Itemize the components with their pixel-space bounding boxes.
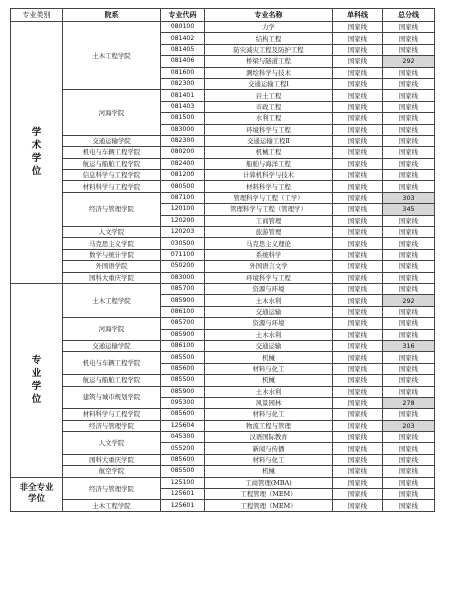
major-name-cell: 机械 [205,375,333,386]
major-code-cell: 081500 [161,113,205,124]
single-line-cell: 国家线 [333,22,383,33]
major-code-cell: 050200 [161,261,205,272]
major-name-cell: 工商管理 [205,215,333,226]
single-line-cell: 国家线 [333,477,383,488]
table-row [11,22,435,33]
major-code-cell: 095300 [161,397,205,408]
total-line-cell: 国家线 [383,329,435,340]
major-name-cell: 机械工程 [205,147,333,158]
major-name-cell: 管理科学与工程（管理学） [205,204,333,215]
single-line-cell: 国家线 [333,306,383,317]
single-line-cell: 国家线 [333,78,383,89]
major-name-cell: 船舶与海洋工程 [205,158,333,169]
total-line-cell: 国家线 [383,363,435,374]
single-line-cell: 国家线 [333,283,383,294]
table-row [11,147,435,158]
major-name-cell: 外国语言文学 [205,261,333,272]
header-college: 院系 [63,9,161,22]
major-code-cell: 083000 [161,272,205,283]
table-body [11,22,435,512]
single-line-cell: 国家线 [333,329,383,340]
single-line-cell: 国家线 [333,397,383,408]
category-cell [11,477,63,511]
college-cell: 机电与车辆工程学院 [63,147,161,158]
single-line-cell: 国家线 [333,466,383,477]
category-cell [11,22,63,284]
major-code-cell: 087100 [161,192,205,203]
total-line-cell: 国家线 [383,318,435,329]
college-cell: 土木工程学院 [63,500,161,511]
major-code-cell: 045300 [161,432,205,443]
major-name-cell: 市政工程 [205,101,333,112]
single-line-cell: 国家线 [333,44,383,55]
single-line-cell: 国家线 [333,56,383,67]
single-line-cell: 国家线 [333,124,383,135]
single-line-cell: 国家线 [333,318,383,329]
college-cell: 国科大重庆学院 [63,454,161,465]
table-row [11,375,435,386]
college-cell: 航运与船舶工程学院 [63,158,161,169]
total-line-cell: 国家线 [383,500,435,511]
college-cell: 信息科学与工程学院 [63,170,161,181]
major-code-cell: 085600 [161,454,205,465]
single-line-cell: 国家线 [333,295,383,306]
total-line-cell: 国家线 [383,352,435,363]
category-cell [11,283,63,477]
total-line-cell: 316 [383,340,435,351]
college-cell: 土木工程学院 [63,22,161,90]
table-row [11,192,435,203]
major-code-cell: 085500 [161,352,205,363]
single-line-cell: 国家线 [333,170,383,181]
major-code-cell: 082300 [161,135,205,146]
single-line-cell: 国家线 [333,363,383,374]
major-name-cell: 土木水利 [205,295,333,306]
single-line-cell: 国家线 [333,227,383,238]
single-line-cell: 国家线 [333,454,383,465]
table-row [11,318,435,329]
table-row [11,181,435,192]
college-cell: 材料科学与工程学院 [63,181,161,192]
major-code-cell: 082400 [161,158,205,169]
college-cell: 人文学院 [63,227,161,238]
single-line-cell: 国家线 [333,238,383,249]
category-label: 学术学位 [31,127,42,178]
total-line-cell: 国家线 [383,22,435,33]
major-name-cell: 环境科学与工程 [205,272,333,283]
table-row [11,283,435,294]
table-row [11,135,435,146]
total-line-cell: 国家线 [383,272,435,283]
single-line-cell: 国家线 [333,90,383,101]
major-code-cell: 125601 [161,489,205,500]
major-name-cell: 交通运输 [205,340,333,351]
score-table [10,8,435,512]
major-code-cell: 081405 [161,44,205,55]
table-row [11,158,435,169]
major-name-cell: 汉语国际教育 [205,432,333,443]
table-row [11,477,435,488]
major-code-cell: 085900 [161,329,205,340]
single-line-cell: 国家线 [333,375,383,386]
table-row [11,454,435,465]
college-cell: 航空学院 [63,466,161,477]
category-label: 非全专业学位 [19,483,54,505]
single-line-cell: 国家线 [333,67,383,78]
total-line-cell: 国家线 [383,215,435,226]
college-cell: 交通运输学院 [63,340,161,351]
table-row [11,420,435,431]
total-line-cell: 国家线 [383,466,435,477]
major-code-cell: 120203 [161,227,205,238]
total-line-cell: 国家线 [383,113,435,124]
single-line-cell: 国家线 [333,261,383,272]
major-name-cell: 桥梁与隧道工程 [205,56,333,67]
college-cell: 河海学院 [63,318,161,341]
college-cell: 土木工程学院 [63,283,161,317]
total-line-cell: 国家线 [383,101,435,112]
college-cell: 材料科学与工程学院 [63,409,161,420]
college-cell: 经济与管理学院 [63,192,161,226]
table-row [11,500,435,511]
single-line-cell: 国家线 [333,352,383,363]
single-line-cell: 国家线 [333,340,383,351]
major-name-cell: 计算机科学与技术 [205,170,333,181]
total-line-cell: 国家线 [383,386,435,397]
major-code-cell: 055200 [161,443,205,454]
major-code-cell: 085700 [161,283,205,294]
major-name-cell: 机械 [205,352,333,363]
major-name-cell: 马克思主义理论 [205,238,333,249]
major-name-cell: 材料科学与工程 [205,181,333,192]
single-line-cell: 国家线 [333,432,383,443]
major-name-cell: 物流工程与管理 [205,420,333,431]
single-line-cell: 国家线 [333,158,383,169]
category-label: 专业学位 [31,355,42,406]
table-row [11,170,435,181]
header-single-subject-line: 单科线 [333,9,383,22]
major-code-cell: 081406 [161,56,205,67]
major-code-cell: 081600 [161,67,205,78]
total-line-cell: 国家线 [383,238,435,249]
total-line-cell: 国家线 [383,409,435,420]
total-line-cell: 国家线 [383,283,435,294]
table-row [11,90,435,101]
total-line-cell: 国家线 [383,90,435,101]
total-line-cell: 国家线 [383,170,435,181]
total-line-cell: 国家线 [383,44,435,55]
table-row [11,272,435,283]
single-line-cell: 国家线 [333,409,383,420]
single-line-cell: 国家线 [333,135,383,146]
major-name-cell: 资源与环境 [205,283,333,294]
major-name-cell: 交通运输 [205,306,333,317]
single-line-cell: 国家线 [333,386,383,397]
major-code-cell: 125604 [161,420,205,431]
table-row [11,432,435,443]
total-line-cell: 国家线 [383,454,435,465]
major-code-cell: 120200 [161,215,205,226]
college-cell: 国科大重庆学院 [63,272,161,283]
total-line-cell: 国家线 [383,443,435,454]
header-row [11,9,435,22]
college-cell: 马克思主义学院 [63,238,161,249]
major-name-cell: 土木水利 [205,386,333,397]
major-code-cell: 080200 [161,147,205,158]
table-row [11,466,435,477]
single-line-cell: 国家线 [333,147,383,158]
major-name-cell: 防灾减灾工程及防护工程 [205,44,333,55]
table-row [11,249,435,260]
single-line-cell: 国家线 [333,249,383,260]
header-total-score-line: 总分线 [383,9,435,22]
total-line-cell: 国家线 [383,306,435,317]
major-code-cell: 125100 [161,477,205,488]
major-code-cell: 086100 [161,306,205,317]
total-line-cell: 国家线 [383,249,435,260]
major-code-cell: 085900 [161,295,205,306]
major-name-cell: 工程管理（MEM） [205,500,333,511]
total-line-cell: 国家线 [383,375,435,386]
major-name-cell: 结构工程 [205,33,333,44]
single-line-cell: 国家线 [333,192,383,203]
major-name-cell: 岩土工程 [205,90,333,101]
table-row [11,386,435,397]
college-cell: 外国语学院 [63,261,161,272]
total-line-cell: 国家线 [383,227,435,238]
single-line-cell: 国家线 [333,33,383,44]
total-line-cell: 345 [383,204,435,215]
total-line-cell: 国家线 [383,67,435,78]
total-line-cell: 国家线 [383,158,435,169]
major-code-cell: 080100 [161,22,205,33]
single-line-cell: 国家线 [333,101,383,112]
major-name-cell: 资源与环境 [205,318,333,329]
major-code-cell: 085600 [161,409,205,420]
major-name-cell: 管理科学与工程（工学） [205,192,333,203]
major-name-cell: 机械 [205,466,333,477]
major-code-cell: 120100 [161,204,205,215]
major-name-cell: 交通运输工程Ⅱ [205,135,333,146]
major-name-cell: 水利工程 [205,113,333,124]
major-code-cell: 085900 [161,386,205,397]
college-cell: 人文学院 [63,432,161,455]
total-line-cell: 国家线 [383,181,435,192]
major-name-cell: 工程管理（MEM） [205,489,333,500]
college-cell: 河海学院 [63,90,161,136]
major-code-cell: 081403 [161,101,205,112]
major-name-cell: 力学 [205,22,333,33]
total-line-cell: 国家线 [383,78,435,89]
single-line-cell: 国家线 [333,489,383,500]
single-line-cell: 国家线 [333,500,383,511]
major-name-cell: 环境科学与工程 [205,124,333,135]
single-line-cell: 国家线 [333,204,383,215]
major-code-cell: 085500 [161,375,205,386]
college-cell: 建筑与城市规划学院 [63,386,161,409]
major-name-cell: 材料与化工 [205,363,333,374]
major-code-cell: 085700 [161,318,205,329]
major-name-cell: 工商管理(MBA) [205,477,333,488]
major-name-cell: 测绘科学与技术 [205,67,333,78]
single-line-cell: 国家线 [333,272,383,283]
major-name-cell: 新闻与传播 [205,443,333,454]
header-code: 专业代码 [161,9,205,22]
total-line-cell: 国家线 [383,477,435,488]
college-cell: 航运与船舶工程学院 [63,375,161,386]
major-code-cell: 125601 [161,500,205,511]
major-code-cell: 085500 [161,466,205,477]
total-line-cell: 292 [383,295,435,306]
total-line-cell: 国家线 [383,489,435,500]
major-code-cell: 082300 [161,78,205,89]
major-name-cell: 土木水利 [205,329,333,340]
total-line-cell: 国家线 [383,135,435,146]
total-line-cell: 278 [383,397,435,408]
college-cell: 机电与车辆工程学院 [63,352,161,375]
total-line-cell: 303 [383,192,435,203]
total-line-cell: 国家线 [383,147,435,158]
header-category: 专业类别 [11,9,63,22]
table-row [11,227,435,238]
total-line-cell: 国家线 [383,261,435,272]
major-name-cell: 系统科学 [205,249,333,260]
major-code-cell: 085600 [161,363,205,374]
major-code-cell: 080500 [161,181,205,192]
major-name-cell: 旅游管理 [205,227,333,238]
total-line-cell: 国家线 [383,124,435,135]
college-cell: 经济与管理学院 [63,420,161,431]
score-table-container [10,8,434,512]
table-row [11,409,435,420]
college-cell: 交通运输学院 [63,135,161,146]
single-line-cell: 国家线 [333,215,383,226]
single-line-cell: 国家线 [333,113,383,124]
single-line-cell: 国家线 [333,420,383,431]
table-row [11,238,435,249]
total-line-cell: 203 [383,420,435,431]
major-code-cell: 030500 [161,238,205,249]
major-name-cell: 风景园林 [205,397,333,408]
table-row [11,352,435,363]
major-code-cell: 081401 [161,90,205,101]
total-line-cell: 国家线 [383,432,435,443]
major-name-cell: 材料与化工 [205,454,333,465]
major-name-cell: 材料与化工 [205,409,333,420]
major-name-cell: 交通运输工程Ⅰ [205,78,333,89]
total-line-cell: 国家线 [383,33,435,44]
major-code-cell: 083000 [161,124,205,135]
major-code-cell: 081200 [161,170,205,181]
major-code-cell: 081402 [161,33,205,44]
table-row [11,340,435,351]
total-line-cell: 292 [383,56,435,67]
header-major-name: 专业名称 [205,9,333,22]
major-code-cell: 086100 [161,340,205,351]
major-code-cell: 071100 [161,249,205,260]
college-cell: 数学与统计学院 [63,249,161,260]
single-line-cell: 国家线 [333,443,383,454]
single-line-cell: 国家线 [333,181,383,192]
college-cell: 经济与管理学院 [63,477,161,500]
table-row [11,261,435,272]
